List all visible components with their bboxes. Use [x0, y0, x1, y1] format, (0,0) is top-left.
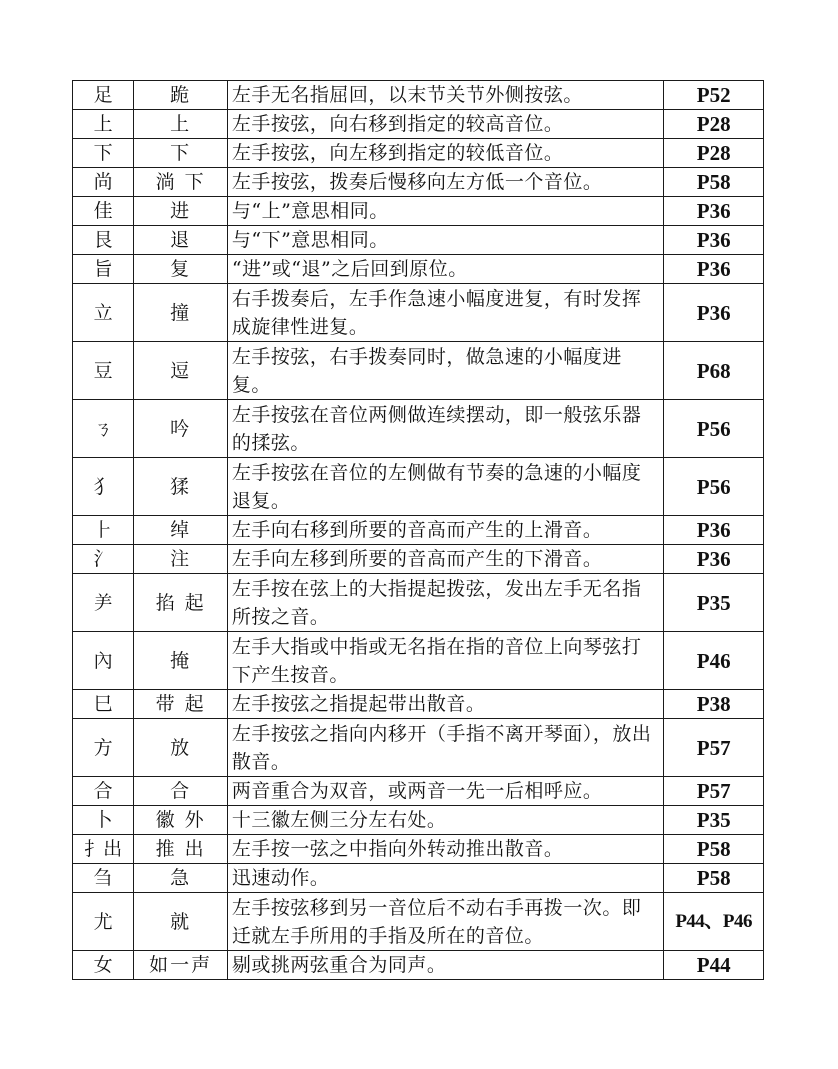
description-cell: 左手按弦，右手拨奏同时，做急速的小幅度进复。 — [227, 342, 664, 400]
page-ref-cell: P28 — [664, 110, 764, 139]
table-row — [73, 458, 764, 516]
name-cell: 掐 起 — [134, 574, 228, 632]
symbol-cell: 上 — [73, 110, 134, 139]
table-row — [73, 110, 764, 139]
table-row — [73, 574, 764, 632]
symbol-cell: 艮 — [73, 226, 134, 255]
description-cell: 两音重合为双音，或两音一先一后相呼应。 — [227, 777, 664, 806]
name-cell: 猱 — [134, 458, 228, 516]
page-ref-cell: P44 — [664, 951, 764, 980]
table-row — [73, 284, 764, 342]
name-cell: 带 起 — [134, 690, 228, 719]
name-cell: 放 — [134, 719, 228, 777]
technique-table — [72, 80, 764, 980]
symbol-cell: ⺊ — [73, 516, 134, 545]
page-ref-cell: P28 — [664, 139, 764, 168]
name-cell: 下 — [134, 139, 228, 168]
description-cell: 左手按弦之指提起带出散音。 — [227, 690, 664, 719]
symbol-cell: ㄋ — [73, 400, 134, 458]
page-ref-cell: P58 — [664, 168, 764, 197]
description-cell: 左手按弦，向左移到指定的较低音位。 — [227, 139, 664, 168]
page-ref-cell: P38 — [664, 690, 764, 719]
description-cell: 左手无名指屈回，以末节关节外侧按弦。 — [227, 81, 664, 110]
page-ref-cell: P57 — [664, 777, 764, 806]
table-row — [73, 400, 764, 458]
table-row — [73, 197, 764, 226]
description-cell: 左手按弦在音位的左侧做有节奏的急速的小幅度退复。 — [227, 458, 664, 516]
description-cell: 剔或挑两弦重合为同声。 — [227, 951, 664, 980]
page-ref-cell: P56 — [664, 458, 764, 516]
description-cell: 迅速动作。 — [227, 864, 664, 893]
description-cell: 左手按一弦之中指向外转动推出散音。 — [227, 835, 664, 864]
page-ref-cell: P58 — [664, 864, 764, 893]
table-row — [73, 139, 764, 168]
symbol-cell: 旨 — [73, 255, 134, 284]
symbol-cell: ⺶ — [73, 574, 134, 632]
name-cell: 绰 — [134, 516, 228, 545]
name-cell: 合 — [134, 777, 228, 806]
table-row — [73, 342, 764, 400]
name-cell: 复 — [134, 255, 228, 284]
symbol-cell: 卜 — [73, 806, 134, 835]
page-ref-cell: P52 — [664, 81, 764, 110]
name-cell: 如一声 — [134, 951, 228, 980]
description-cell: 左手按弦之指向内移开（手指不离开琴面），放出散音。 — [227, 719, 664, 777]
description-cell: “进”或“退”之后回到原位。 — [227, 255, 664, 284]
description-cell: 左手按弦移到另一音位后不动右手再拨一次。即迁就左手所用的手指及所在的音位。 — [227, 893, 664, 951]
symbol-cell: 方 — [73, 719, 134, 777]
table-row — [73, 168, 764, 197]
name-cell: 进 — [134, 197, 228, 226]
table-row — [73, 545, 764, 574]
page-ref-cell: P46 — [664, 632, 764, 690]
name-cell: 撞 — [134, 284, 228, 342]
page-ref-cell: P36 — [664, 516, 764, 545]
description-cell: 左手按在弦上的大指提起拨弦，发出左手无名指所按之音。 — [227, 574, 664, 632]
table-row — [73, 835, 764, 864]
table-row — [73, 893, 764, 951]
page-ref-cell: P36 — [664, 255, 764, 284]
table-row — [73, 226, 764, 255]
symbol-cell: 尚 — [73, 168, 134, 197]
symbol-cell: 刍 — [73, 864, 134, 893]
name-cell: 淌 下 — [134, 168, 228, 197]
name-cell: 注 — [134, 545, 228, 574]
page-ref-cell: P36 — [664, 197, 764, 226]
table-row — [73, 255, 764, 284]
name-cell: 上 — [134, 110, 228, 139]
symbol-cell: 犭 — [73, 458, 134, 516]
technique-table-body — [73, 81, 764, 980]
name-cell: 徽 外 — [134, 806, 228, 835]
symbol-cell: 尤 — [73, 893, 134, 951]
description-cell: 十三徽左侧三分左右处。 — [227, 806, 664, 835]
page-ref-cell: P56 — [664, 400, 764, 458]
symbol-cell: 足 — [73, 81, 134, 110]
symbol-cell: 內 — [73, 632, 134, 690]
name-cell: 逗 — [134, 342, 228, 400]
table-row — [73, 516, 764, 545]
name-cell: 退 — [134, 226, 228, 255]
name-cell: 急 — [134, 864, 228, 893]
table-row — [73, 719, 764, 777]
symbol-cell: 女 — [73, 951, 134, 980]
page-ref-cell: P57 — [664, 719, 764, 777]
page-ref-cell: P44、P46 — [664, 893, 764, 951]
symbol-cell: 巳 — [73, 690, 134, 719]
description-cell: 左手向左移到所要的音高而产生的下滑音。 — [227, 545, 664, 574]
name-cell: 跪 — [134, 81, 228, 110]
page-ref-cell: P36 — [664, 545, 764, 574]
symbol-cell: 合 — [73, 777, 134, 806]
table-row — [73, 690, 764, 719]
symbol-cell: 氵 — [73, 545, 134, 574]
page-ref-cell: P36 — [664, 284, 764, 342]
description-cell: 右手拨奏后，左手作急速小幅度进复，有时发挥成旋律性进复。 — [227, 284, 664, 342]
name-cell: 推 出 — [134, 835, 228, 864]
page-ref-cell: P36 — [664, 226, 764, 255]
description-cell: 左手按弦，向右移到指定的较高音位。 — [227, 110, 664, 139]
table-row — [73, 951, 764, 980]
description-cell: 左手按弦在音位两侧做连续摆动，即一般弦乐器的揉弦。 — [227, 400, 664, 458]
table-row — [73, 806, 764, 835]
name-cell: 吟 — [134, 400, 228, 458]
symbol-cell: 佳 — [73, 197, 134, 226]
description-cell: 左手大指或中指或无名指在指的音位上向琴弦打下产生按音。 — [227, 632, 664, 690]
name-cell: 掩 — [134, 632, 228, 690]
table-row — [73, 864, 764, 893]
description-cell: 左手按弦，拨奏后慢移向左方低一个音位。 — [227, 168, 664, 197]
symbol-cell: 扌出 — [73, 835, 134, 864]
symbol-cell: 立 — [73, 284, 134, 342]
page-ref-cell: P35 — [664, 574, 764, 632]
table-row — [73, 632, 764, 690]
table-row — [73, 777, 764, 806]
page-ref-cell: P68 — [664, 342, 764, 400]
page-ref-cell: P35 — [664, 806, 764, 835]
description-cell: 与“下”意思相同。 — [227, 226, 664, 255]
page-ref-cell: P58 — [664, 835, 764, 864]
symbol-cell: 下 — [73, 139, 134, 168]
table-row — [73, 81, 764, 110]
symbol-cell: 豆 — [73, 342, 134, 400]
name-cell: 就 — [134, 893, 228, 951]
description-cell: 与“上”意思相同。 — [227, 197, 664, 226]
description-cell: 左手向右移到所要的音高而产生的上滑音。 — [227, 516, 664, 545]
